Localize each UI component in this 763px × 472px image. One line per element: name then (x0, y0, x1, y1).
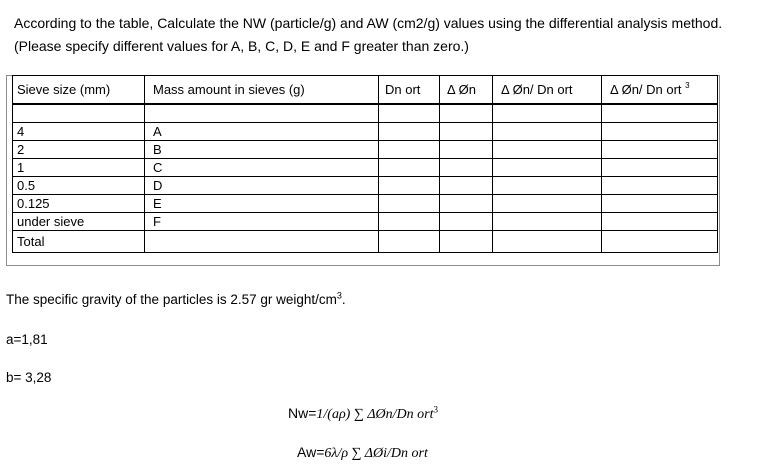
table-header-row (13, 76, 718, 105)
specific-gravity-text (6, 292, 346, 307)
table-cell (379, 177, 440, 195)
table-cell (379, 195, 440, 213)
formula-aw-body: 6λ/ρ ∑ ΔØi/Dn ort (324, 446, 428, 461)
table-cell (602, 177, 718, 195)
mass-cell: C (145, 159, 379, 177)
table-cell (145, 104, 379, 123)
formula-aw (297, 444, 428, 462)
table-row (13, 177, 718, 195)
table-cell (440, 104, 493, 123)
table-cell (602, 231, 718, 253)
table-cell (379, 159, 440, 177)
table-row (13, 213, 718, 231)
table-cell (602, 213, 718, 231)
table-total-row (13, 231, 718, 253)
question-text: According to the table, Calculate the NW (particle/g) and AW (cm2/g) values using the differential analysis method. (Please specify different values for A, B, C, D, E and F greater than zero.) (14, 15, 723, 54)
header-mass-amount: Mass amount in sieves (g) (145, 76, 379, 105)
table-cell (493, 104, 602, 123)
table-cell (602, 104, 718, 123)
table-cell (379, 141, 440, 159)
header-sieve-size: Sieve size (mm) (13, 76, 145, 105)
specific-gravity-main: The specific gravity of the particles is 2.57 gr weight/cm (6, 292, 337, 307)
specific-gravity-exponent: 3 (336, 290, 342, 301)
formula-nw-body: 1/(aρ) ∑ ΔØn/Dn ort (316, 407, 434, 422)
formula-nw (288, 405, 438, 423)
sieve-table (12, 75, 718, 253)
table-cell (379, 213, 440, 231)
mass-cell: B (145, 141, 379, 159)
header-delta-on: Δ Øn (440, 76, 493, 105)
table-cell (602, 141, 718, 159)
table-cell (379, 104, 440, 123)
table-row (13, 159, 718, 177)
table-cell (379, 123, 440, 141)
table-cell (440, 141, 493, 159)
table-cell (440, 159, 493, 177)
table-cell (602, 123, 718, 141)
table-cell (493, 213, 602, 231)
table-cell (379, 231, 440, 253)
table-row (13, 195, 718, 213)
table-cell (493, 159, 602, 177)
table-cell (440, 213, 493, 231)
table-cell (440, 231, 493, 253)
mass-cell: E (145, 195, 379, 213)
parameter-b: b= 3,28 (6, 370, 52, 385)
table-row (13, 141, 718, 159)
parameter-a: a=1,81 (6, 332, 48, 347)
total-label-cell: Total (13, 231, 145, 253)
header-exponent: 3 (685, 81, 690, 90)
formula-nw-lead: Nw= (288, 405, 317, 421)
header-delta-on-dn: Δ Øn/ Dn ort (493, 76, 602, 105)
table-cell (493, 141, 602, 159)
header-delta-on-dn3-text: Δ Øn/ Dn ort (610, 82, 682, 97)
table-row (13, 123, 718, 141)
sieve-size-cell: under sieve (13, 213, 145, 231)
table-cell (493, 195, 602, 213)
sieve-size-cell: 4 (13, 123, 145, 141)
table-cell (440, 195, 493, 213)
table-cell (13, 104, 145, 123)
sieve-size-cell: 0.125 (13, 195, 145, 213)
header-dn-ort: Dn ort (379, 76, 440, 105)
table-cell (493, 123, 602, 141)
table-cell (602, 195, 718, 213)
table-cell (493, 177, 602, 195)
header-delta-on-dn3 (602, 76, 718, 105)
formula-aw-lead: Aw= (297, 444, 325, 460)
mass-cell: A (145, 123, 379, 141)
sieve-size-cell: 2 (13, 141, 145, 159)
table-cell (440, 177, 493, 195)
specific-gravity-period: . (341, 292, 346, 307)
sieve-size-cell: 0.5 (13, 177, 145, 195)
table-cell (602, 159, 718, 177)
sieve-size-cell: 1 (13, 159, 145, 177)
mass-cell: D (145, 177, 379, 195)
table-cell (145, 231, 379, 253)
mass-cell: F (145, 213, 379, 231)
table-spacer-row (13, 104, 718, 123)
formula-nw-exponent: 3 (433, 404, 438, 415)
table-cell (440, 123, 493, 141)
table-cell (493, 231, 602, 253)
